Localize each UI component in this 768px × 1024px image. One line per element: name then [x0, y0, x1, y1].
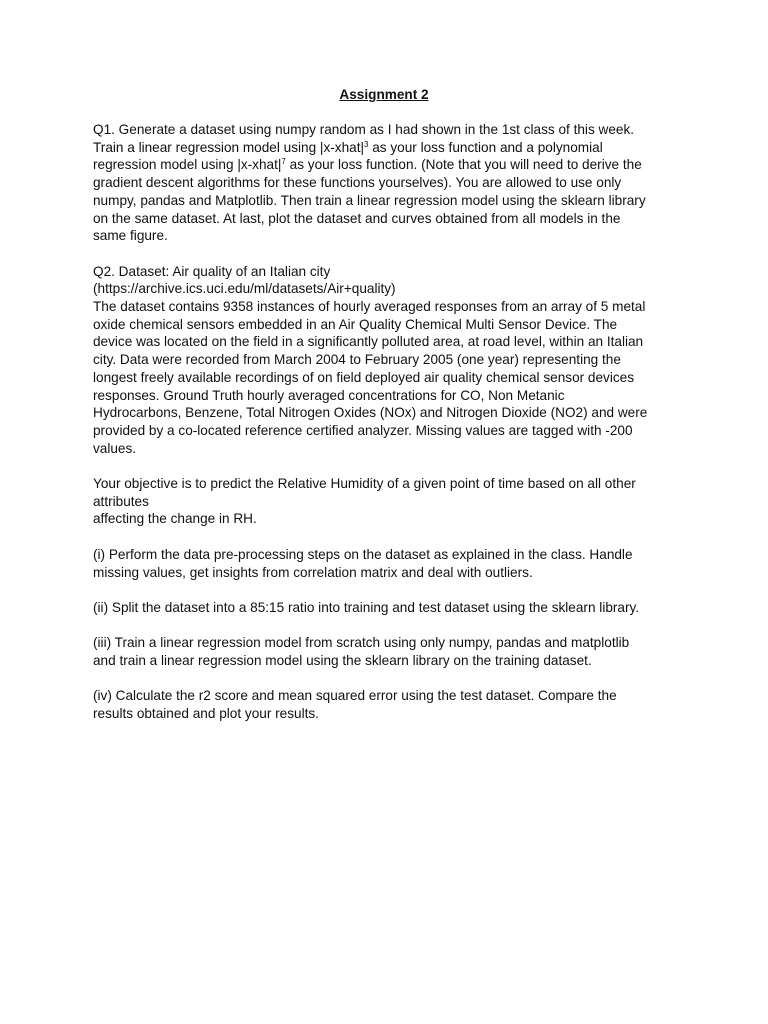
q1-text: as your loss function. (Note that you will need to derive the	[285, 157, 642, 173]
q2-line: Q2. Dataset: Air quality of an Italian city	[93, 263, 331, 279]
q2-line: provided by a co-located reference certified analyzer. Missing values are tagged with -200	[93, 422, 633, 438]
q1-line: gradient descent algorithms for these functions yourselves). You are allowed to use only	[93, 175, 622, 191]
q1-line: on the same dataset. At last, plot the dataset and curves obtained from all models in the	[93, 210, 621, 226]
q2-line: Hydrocarbons, Benzene, Total Nitrogen Oxides (NOx) and Nitrogen Dioxide (NO2) and were	[93, 405, 648, 421]
q1-line: Q1. Generate a dataset using numpy random as I had shown in the 1st class of this week.	[93, 122, 635, 137]
step-iv-paragraph	[93, 687, 683, 722]
q2-line: device was located on the field in a significantly polluted area, at road level, within an Italian	[93, 334, 644, 350]
q2-line: responses. Ground Truth hourly averaged concentrations for CO, Non Metanic	[93, 387, 565, 403]
q2-paragraph	[93, 263, 683, 458]
step-i-line: (i) Perform the data pre-processing steps on the dataset as explained in the class. Handle	[93, 546, 633, 562]
q2-line: city. Data were recorded from March 2004 to February 2005 (one year) representing the	[93, 352, 621, 368]
q1-text: as your loss function and a polynomial	[368, 139, 603, 155]
step-iv-line: results obtained and plot your results.	[93, 706, 319, 722]
step-iii-paragraph	[93, 634, 683, 669]
exponent: 7	[281, 157, 286, 167]
objective-paragraph	[93, 475, 683, 528]
step-iii-line: (iii) Train a linear regression model from scratch using only numpy, pandas and matplotlib	[93, 635, 630, 651]
q1-line	[93, 139, 683, 157]
dataset-url: (https://archive.ics.uci.edu/ml/datasets/Air+quality)	[93, 281, 396, 297]
q2-line: The dataset contains 9358 instances of hourly averaged responses from an array of 5 metal	[93, 299, 646, 315]
exponent: 3	[364, 139, 369, 149]
document-title: Assignment 2	[339, 87, 429, 102]
q1-text: Train a linear regression model using |x-xhat|	[93, 139, 365, 155]
objective-line: Your objective is to predict the Relative Humidity of a given point of time based on all other	[93, 476, 636, 492]
step-i-paragraph	[93, 546, 683, 581]
document-body	[93, 121, 683, 741]
q1-paragraph	[93, 121, 683, 245]
q1-line: same figure.	[93, 228, 168, 244]
objective-line: attributes	[93, 493, 149, 509]
step-ii-line: (ii) Split the dataset into a 85:15 ratio into training and test dataset using the sklearn library.	[93, 599, 640, 615]
step-iii-line: and train a linear regression model using the sklearn library on the training dataset.	[93, 653, 592, 669]
q2-line: oxide chemical sensors embedded in an Air Quality Chemical Multi Sensor Device. The	[93, 316, 618, 332]
step-i-line: missing values, get insights from correlation matrix and deal with outliers.	[93, 564, 533, 580]
objective-line: affecting the change in RH.	[93, 511, 257, 527]
q1-line	[93, 156, 683, 174]
q1-text: regression model using |x-xhat|	[93, 157, 282, 173]
step-ii-paragraph	[93, 599, 683, 617]
step-iv-line: (iv) Calculate the r2 score and mean squared error using the test dataset. Compare the	[93, 688, 617, 704]
q2-line: longest freely available recordings of on field deployed air quality chemical sensor devices	[93, 369, 635, 385]
q1-line: numpy, pandas and Matplotlib. Then train a linear regression model using the sklearn library	[93, 192, 646, 208]
q2-line: values.	[93, 440, 137, 456]
